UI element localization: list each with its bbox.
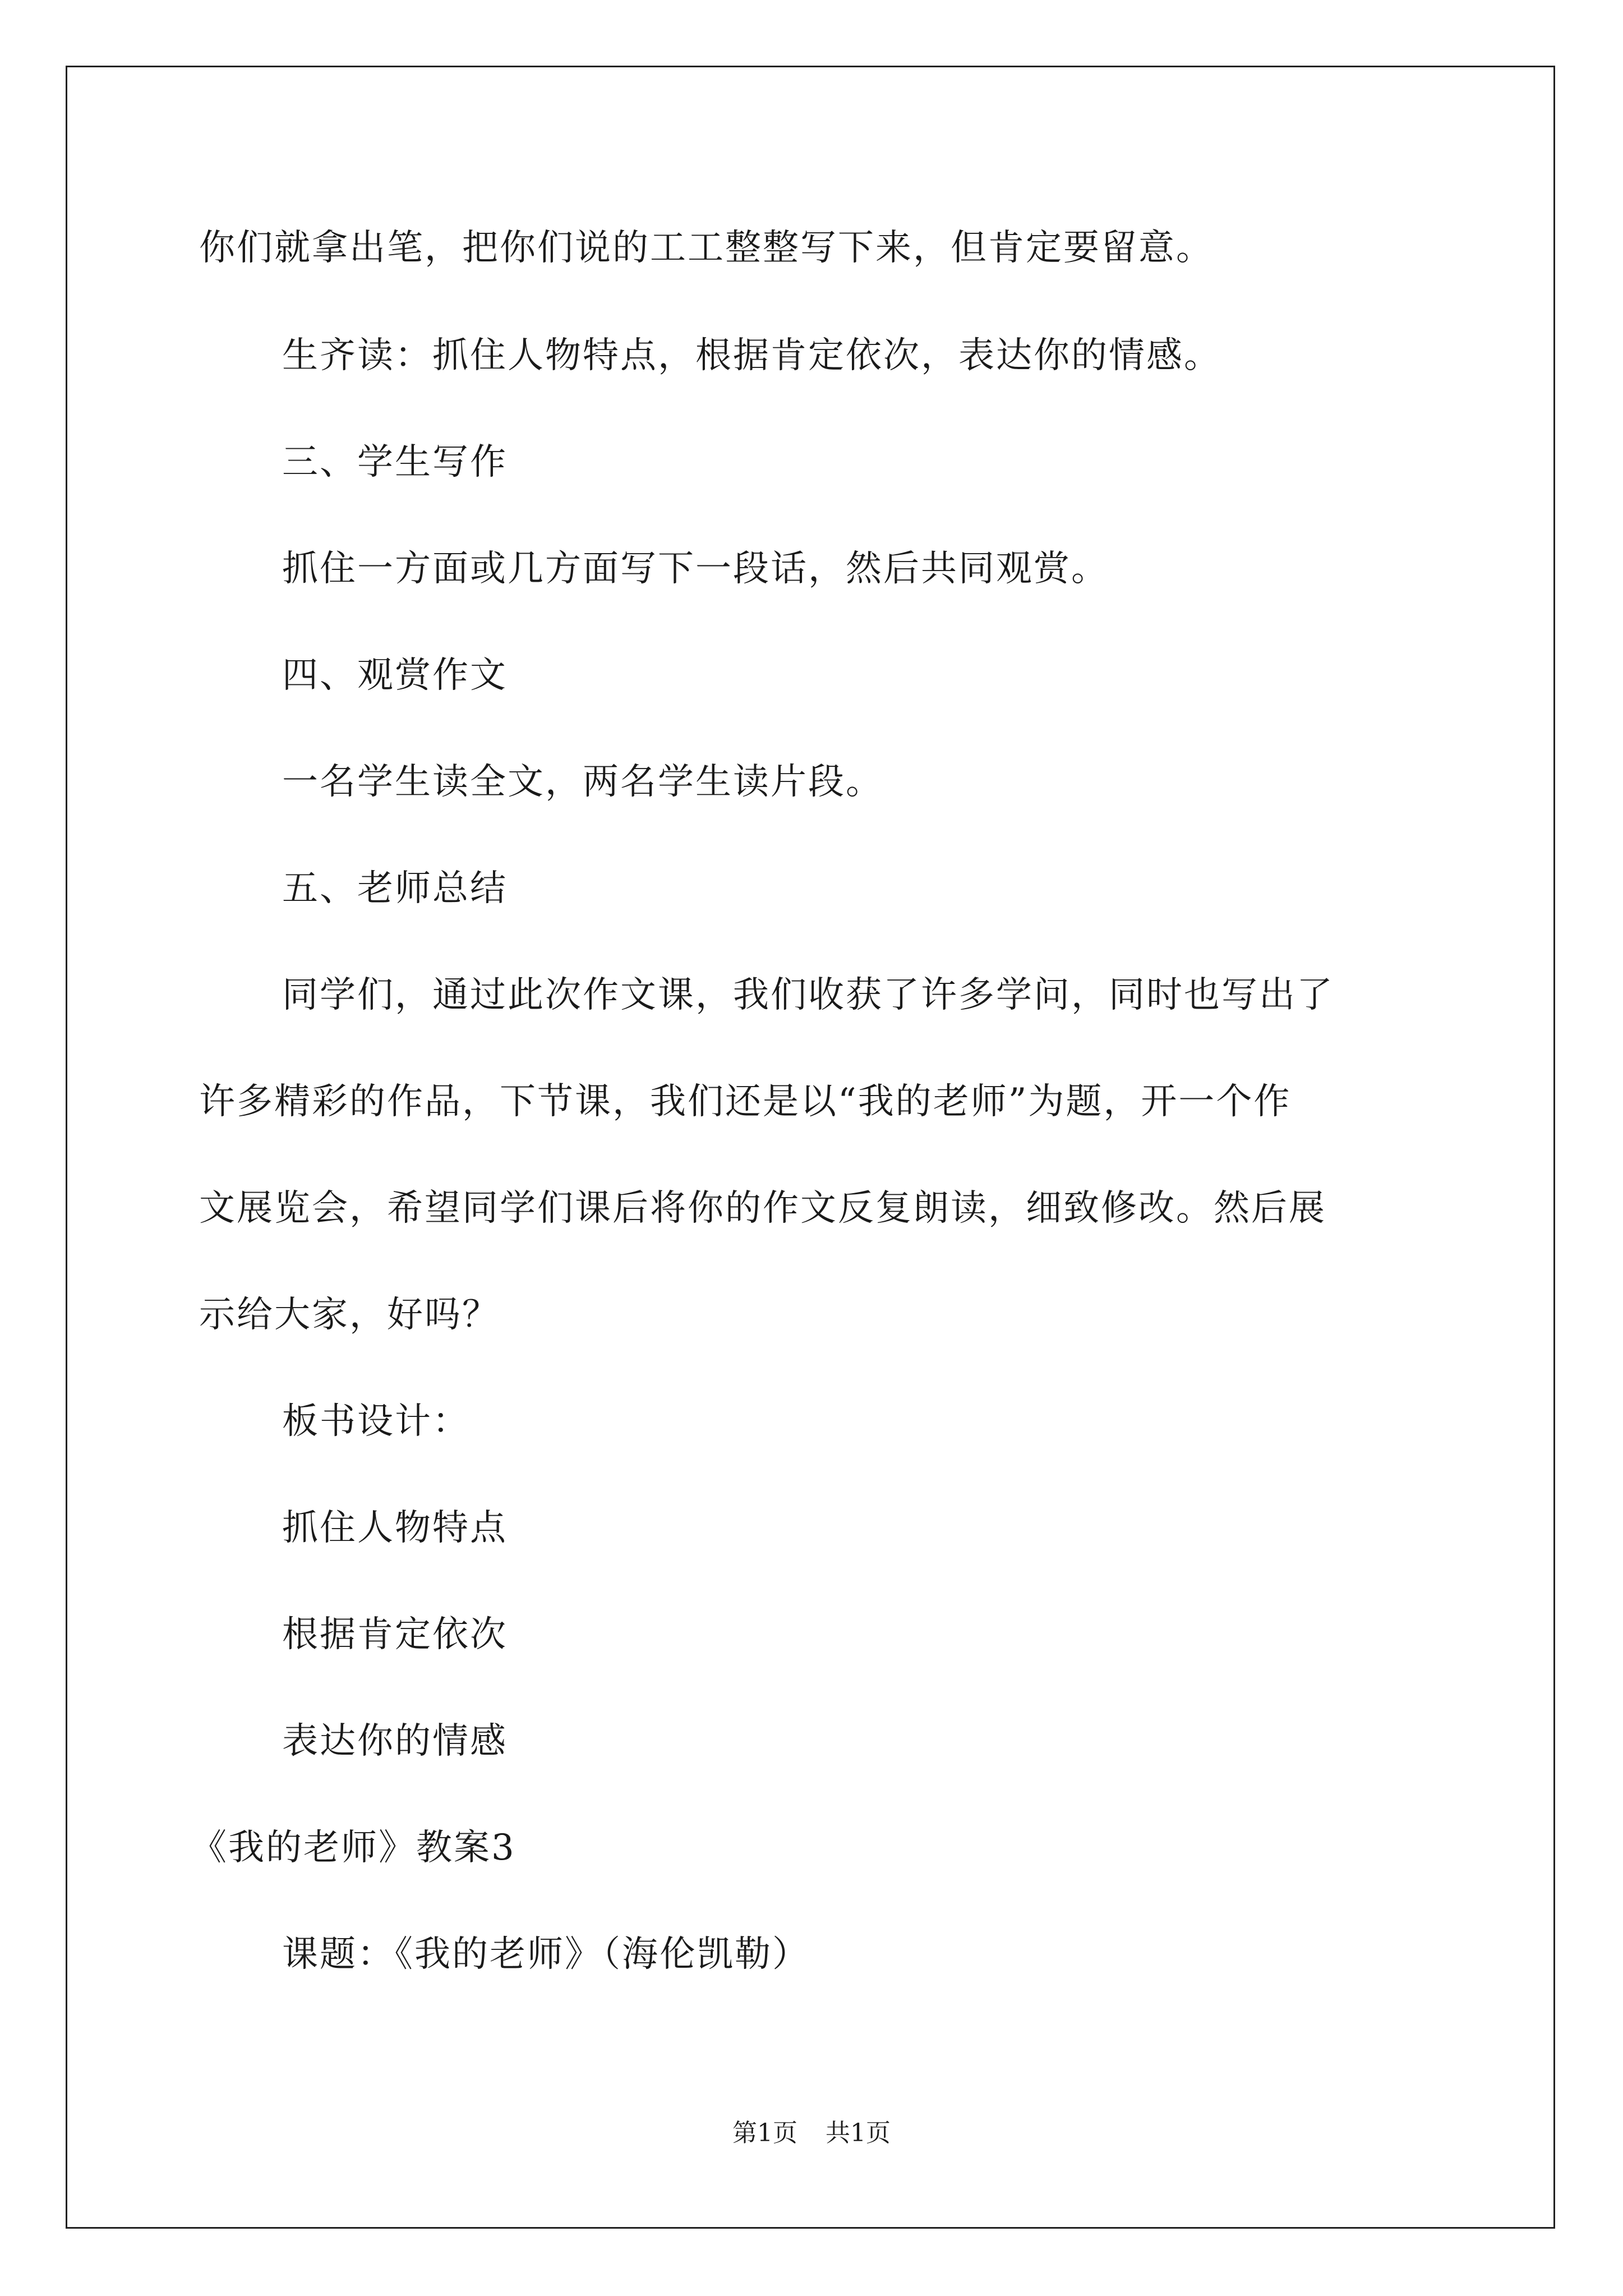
text-line-1: 你们就拿出笔，把你们说的工工整整写下来，但肯定要留意。 (199, 227, 1214, 269)
text-line-10: 文展览会，希望同学们课后将你的作文反复朗读，细致修改。然后展 (199, 1188, 1326, 1229)
text-line-17: 课题：《我的老师》（海伦凯勒） (282, 1934, 810, 1975)
lesson-title: 《我的老师》教案3 (191, 1827, 516, 1869)
text-line-15: 表达你的情感 (282, 1720, 508, 1762)
section-heading-3: 三、学生写作 (282, 441, 508, 483)
page-total: 共1页 (826, 2119, 891, 2147)
section-heading-5: 五、老师总结 (282, 868, 508, 909)
text-line-2: 生齐读：抓住人物特点，根据肯定依次，表达你的情感。 (282, 335, 1221, 376)
text-line-8: 同学们，通过此次作文课，我们收获了许多学问，同时也写出了 (282, 974, 1334, 1016)
text-line-11: 示给大家，好吗？ (199, 1294, 500, 1336)
text-line-13: 抓住人物特点 (282, 1507, 508, 1549)
page-border (66, 66, 1555, 2229)
page-number: 第1页 (732, 2119, 797, 2147)
text-line-6: 一名学生读全文，两名学生读片段。 (282, 761, 883, 803)
text-line-14: 根据肯定依次 (282, 1614, 508, 1655)
text-line-12: 板书设计： (282, 1401, 470, 1442)
page-footer (0, 2118, 1623, 2149)
section-heading-4: 四、观赏作文 (282, 655, 508, 696)
text-line-9: 许多精彩的作品，下节课，我们还是以“我的老师”为题，开一个作 (199, 1081, 1292, 1122)
text-line-4: 抓住一方面或几方面写下一段话，然后共同观赏。 (282, 548, 1109, 590)
